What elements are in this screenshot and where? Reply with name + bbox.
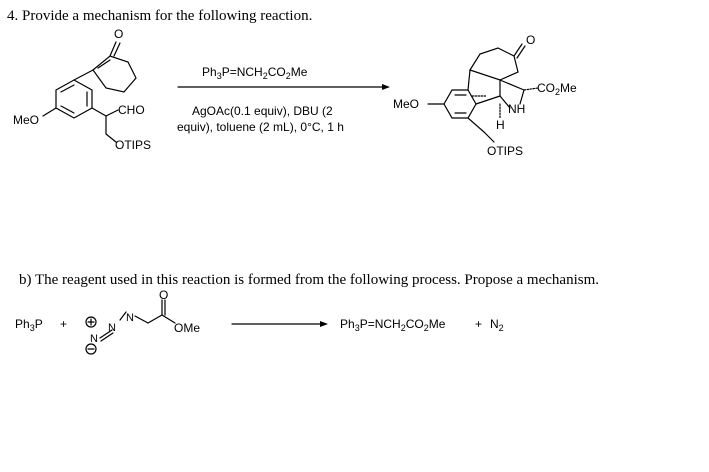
product-otips-label: OTIPS (487, 144, 524, 158)
diazo-n-central-label: N (108, 322, 116, 334)
diazo-n-terminal-label: N (90, 333, 98, 345)
reaction-2-product-label: Ph3P=NCH2CO2Me (340, 317, 446, 333)
ester-methoxy-label: OMe (174, 321, 201, 335)
plus-sign-1: + (60, 317, 68, 331)
triphenylphosphine-label: Ph3P (15, 317, 43, 333)
nitrogen-gas-label: N2 (490, 317, 504, 333)
part-b-prompt: b) The reagent used in this reaction is formed from the following process. Propose a mechanism. (19, 272, 599, 288)
sm-ketone-o-label: O (114, 27, 124, 41)
conditions-line-2: equiv), toluene (2 mL), 0°C, 1 h (177, 120, 344, 134)
product-cyclohexanone-ring (470, 48, 518, 80)
starting-material-structure (43, 42, 136, 142)
product-ketone-o-label: O (526, 33, 536, 47)
sm-cyclohexenone-ring (93, 56, 136, 92)
plus-sign-2: + (475, 317, 483, 331)
product-ester-label: CO2Me (537, 81, 577, 97)
product-benzene-ring (444, 90, 476, 118)
question-title: 4. Provide a mechanism for the following reaction. (7, 8, 313, 24)
product-methoxy-label: MeO (393, 97, 420, 111)
product-structure (428, 44, 538, 142)
product-nh-label: NH (508, 102, 526, 116)
sm-aldehyde-label: CHO (118, 103, 145, 117)
conditions-line-1: AgOAc(0.1 equiv), DBU (2 (192, 104, 333, 118)
reagent-iminophosphorane-label: Ph3P=NCH2CO2Me (202, 65, 308, 81)
diazo-n-carbon-label: N (126, 312, 134, 324)
sm-methoxy-label: MeO (13, 113, 40, 127)
sm-otips-label: OTIPS (115, 138, 152, 152)
ester-carbonyl-o-label: O (159, 288, 169, 302)
product-h-label: H (496, 118, 505, 132)
diazo-ester-structure (86, 300, 175, 354)
